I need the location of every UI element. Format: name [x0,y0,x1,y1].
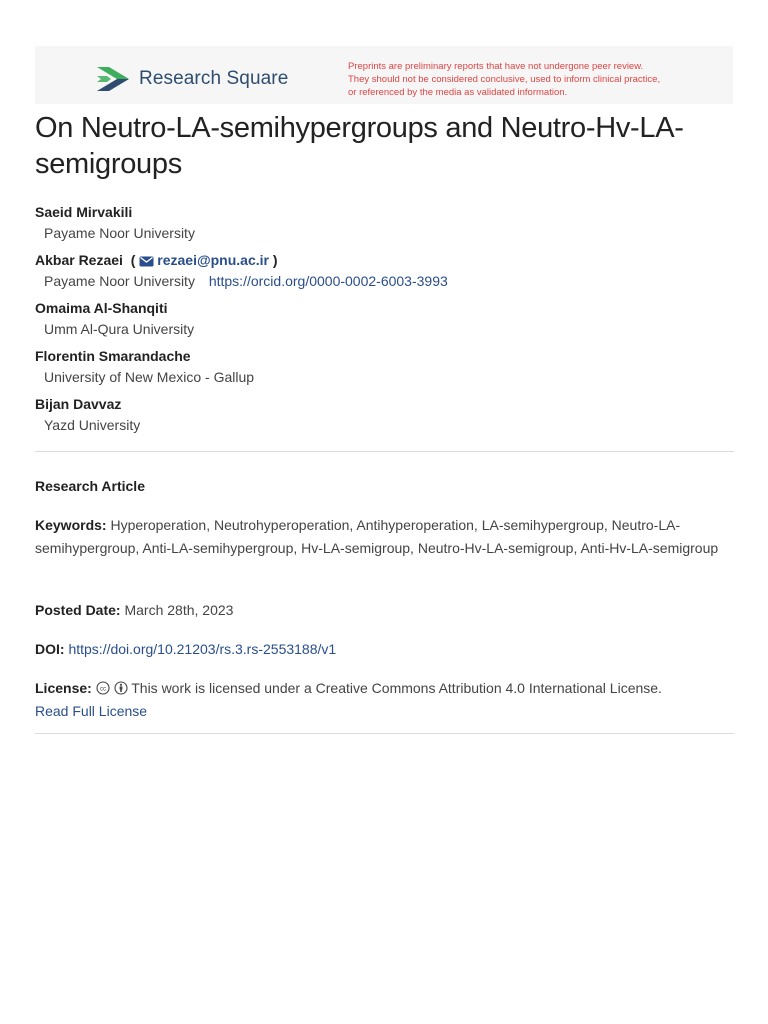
doi-block [35,638,725,661]
author-name-line [35,250,735,270]
license-label: License: [35,680,92,696]
cc-icon [96,681,110,695]
disclaimer-line: Preprints are preliminary reports that have not undergone peer review. [348,61,644,72]
preprint-disclaimer [348,60,718,99]
author-entry [35,394,735,437]
author-affiliation: Yazd University [44,417,141,433]
author-affiliation: University of New Mexico - Gallup [44,369,255,385]
author-affiliation: Umm Al-Qura University [44,321,195,337]
author-affiliation: Payame Noor University [44,225,195,241]
svg-text:cc: cc [99,686,106,693]
author-list [35,202,735,442]
envelope-icon [139,256,154,267]
research-square-mark-icon [95,64,131,94]
read-full-license-link[interactable]: Read Full License [35,703,148,719]
research-square-logo[interactable] [95,64,288,94]
author-entry [35,250,735,293]
author-affiliation-line [44,270,735,293]
author-entry [35,298,735,341]
author-name: Akbar Rezaei [35,252,123,268]
author-name: Saeid Mirvakili [35,204,133,220]
posted-date-block [35,599,725,622]
article-type [35,475,725,498]
doi-label: DOI: [35,641,65,657]
section-divider [35,733,734,734]
article-type-value: Research Article [35,478,145,494]
section-divider [35,451,734,452]
keywords-label: Keywords: [35,517,107,533]
author-email: rezaei@pnu.ac.ir [157,252,269,268]
logo-text-square: Square [226,68,289,89]
author-name: Florentin Smarandache [35,348,191,364]
author-affiliation: Payame Noor University [44,273,195,289]
email-open-paren: ( [130,252,136,268]
license-block [35,677,725,723]
orcid-link[interactable]: https://orcid.org/0000-0002-6003-3993 [208,273,448,289]
logo-text-research: Research [139,68,222,89]
author-entry [35,202,735,245]
disclaimer-line: They should not be considered conclusive, used to inform clinical practice, [348,74,661,85]
author-entry [35,346,735,389]
email-close-paren: ) [272,252,278,268]
posted-date-label: Posted Date: [35,602,121,618]
keywords-value: Hyperoperation, Neutrohyperoperation, Antihyperoperation, LA-semihypergroup, Neutro-LA-semihypergroup, Anti-LA-semihypergroup, Hv-LA-semigroup, Neutro-Hv-LA-semigroup, Anti-Hv-LA-semigroup [35,517,719,556]
posted-date-value: March 28th, 2023 [124,602,234,618]
author-name: Omaima Al-Shanqiti [35,300,168,316]
preprint-banner [35,46,733,104]
disclaimer-line: or referenced by the media as validated information. [348,87,568,98]
license-text: This work is licensed under a Creative Commons Attribution 4.0 International License. [131,680,662,696]
logo-wordmark [139,68,288,90]
by-icon [114,681,128,695]
author-email-link[interactable] [139,252,269,268]
author-name: Bijan Davvaz [35,396,122,412]
paper-title: On Neutro-LA-semihypergroups and Neutro-Hv-LA-semigroups [35,112,684,180]
doi-link[interactable]: https://doi.org/10.21203/rs.3.rs-2553188/v1 [68,641,337,657]
keywords-block [35,514,725,560]
